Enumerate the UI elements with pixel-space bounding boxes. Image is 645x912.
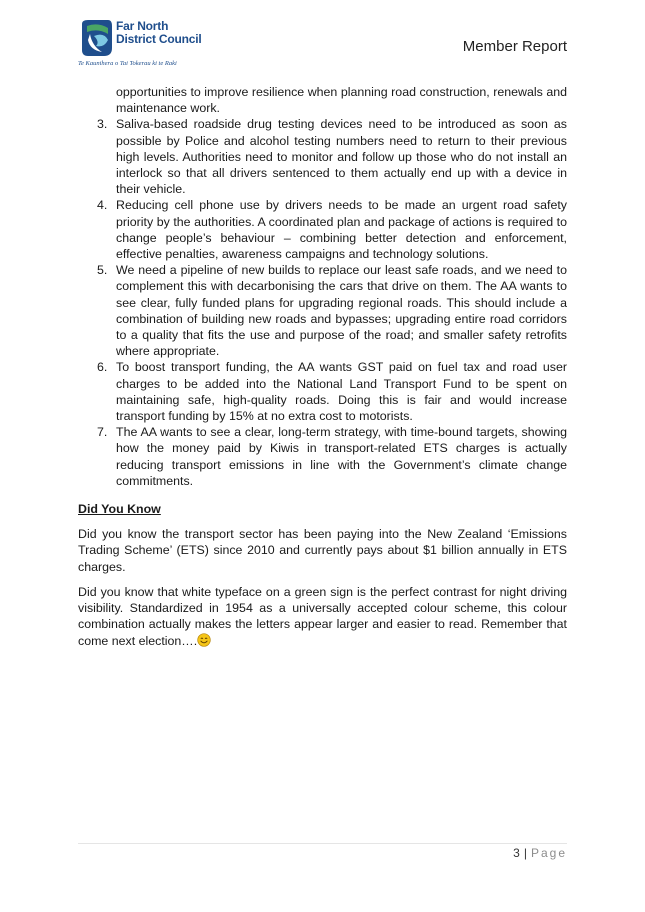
did-you-know-paragraph-1: Did you know the transport sector has been paying into the New Zealand ‘Emissions Trading Scheme’ (ETS) since 2010 and currently pays about $1 billion annually in ETS charges. <box>78 527 567 574</box>
list-item <box>78 116 567 197</box>
did-you-know-paragraph-2-text: Did you know that white typeface on a green sign is the perfect contrast for night driving visibility. Standardized in 1954 as a universally accepted colour scheme, this colour combination actually makes the letters appear larger and easier to read. Remember that come next election…. <box>78 584 567 648</box>
list-item-number: 7. <box>97 425 108 440</box>
logo-name-line2: District Council <box>116 32 202 46</box>
list-item-number: 5. <box>97 263 108 278</box>
logo-name <box>116 20 201 46</box>
list-item-continuation <box>78 84 567 116</box>
list-item-number: 3. <box>97 117 108 132</box>
logo-name-line1: Far North <box>116 19 169 33</box>
page-header-title: Member Report <box>462 38 567 55</box>
report-body <box>78 84 567 649</box>
smiley-face-icon <box>197 633 211 647</box>
list-item <box>78 197 567 262</box>
did-you-know-heading: Did You Know <box>78 502 161 517</box>
logo-tagline: Te Kaunihera o Tai Tokerau ki te Raki <box>78 60 177 67</box>
list-item <box>78 424 567 489</box>
list-item-text: opportunities to improve resilience when planning road construction, renewals and maintenance work. <box>116 85 567 116</box>
list-item-number: 4. <box>97 198 108 213</box>
footer-divider <box>78 843 567 844</box>
page-footer <box>513 846 567 860</box>
list-item <box>78 262 567 359</box>
did-you-know-paragraph-2 <box>78 584 567 649</box>
council-logo <box>78 18 208 68</box>
list-item-text: Reducing cell phone use by drivers needs to be made an urgent road safety priority by the authorities. A coordinated plan and package of actions is required to change people’s behaviour – combining better detection and enforcement, effective penalties, awareness campaigns and technology solutions. <box>116 198 567 262</box>
list-item-text: We need a pipeline of new builds to replace our least safe roads, and we need to complement this with decarbonising the cars that drive on them. The AA wants to see clear, fully funded plans for upgrading regional roads. This should include a combination of building new roads and bypasses; upgrading entire road corridors to a quality that fits the use and purpose of the road; and smaller safety retrofits where appropriate. <box>116 263 567 359</box>
list-item-number: 6. <box>97 360 108 375</box>
list-item-text: Saliva-based roadside drug testing devices need to be introduced as soon as possible by Police and alcohol testing numbers need to return to their previous high levels. Authorities need to monitor and follow up those who do not install an interlock so that all drivers sentenced to them actually end up with a device in their vehicle. <box>116 117 567 197</box>
page-label: Page <box>530 846 567 860</box>
list-item <box>78 359 567 424</box>
list-item-text: To boost transport funding, the AA wants GST paid on fuel tax and road user charges to be added into the National Land Transport Fund to be spent on maintaining safe, high-quality roads. Doing this is fair and would increase transport funding by 15% at no extra cost to motorists. <box>116 360 567 424</box>
footer-separator: | <box>523 846 527 860</box>
list-item-text: The AA wants to see a clear, long-term strategy, with time-bound targets, showing how the money paid by Kiwis in transport-related ETS charges is actually reducing transport emissions in line with the Government’s climate change commitments. <box>116 425 567 488</box>
page-number: 3 <box>513 846 520 860</box>
recommendations-list <box>78 84 567 489</box>
council-logo-mark-icon <box>78 18 114 58</box>
